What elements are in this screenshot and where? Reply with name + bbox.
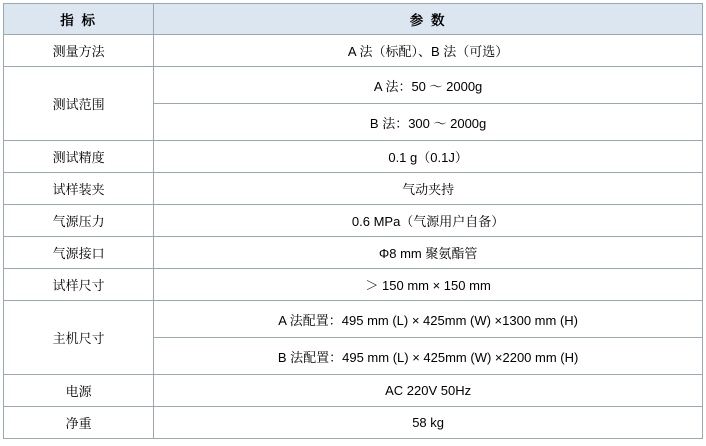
table-header bbox=[4, 4, 703, 35]
table-header-row bbox=[4, 4, 703, 35]
row-value-group bbox=[154, 301, 703, 375]
table-row bbox=[4, 35, 703, 67]
row-label: 主机尺寸 bbox=[4, 301, 154, 375]
table-row bbox=[4, 173, 703, 205]
row-value: AC 220V 50Hz bbox=[154, 375, 703, 407]
row-label: 测试范围 bbox=[4, 67, 154, 141]
table-row bbox=[4, 407, 703, 439]
table-row bbox=[4, 141, 703, 173]
row-value: 0.1 g（0.1J） bbox=[154, 141, 703, 173]
row-value: 0.6 MPa（气源用户自备） bbox=[154, 205, 703, 237]
row-value: Φ8 mm 聚氨酯管 bbox=[154, 237, 703, 269]
nested-row bbox=[154, 301, 702, 338]
nested-value: A 法：50 ～ 2000g bbox=[154, 67, 702, 104]
header-cell-parameter: 参 数 bbox=[154, 4, 703, 35]
row-label: 测试精度 bbox=[4, 141, 154, 173]
nested-value: A 法配置：495 mm (L) × 425mm (W) ×1300 mm (H) bbox=[154, 301, 702, 338]
header-cell-indicator: 指 标 bbox=[4, 4, 154, 35]
specification-table bbox=[3, 3, 703, 439]
table-body bbox=[4, 35, 703, 439]
nested-row bbox=[154, 338, 702, 375]
row-label: 试样尺寸 bbox=[4, 269, 154, 301]
row-value: 58 kg bbox=[154, 407, 703, 439]
nested-row bbox=[154, 104, 702, 141]
table-row bbox=[4, 269, 703, 301]
nested-value-table bbox=[154, 301, 702, 374]
nested-value-table bbox=[154, 67, 702, 140]
row-value: ＞ 150 mm × 150 mm bbox=[154, 269, 703, 301]
nested-value: B 法：300 ～ 2000g bbox=[369, 115, 487, 131]
table-row bbox=[4, 237, 703, 269]
row-value: A 法（标配）、B 法（可选） bbox=[154, 35, 703, 67]
row-label: 气源压力 bbox=[4, 205, 154, 237]
nested-row bbox=[154, 67, 702, 104]
table-row bbox=[4, 67, 703, 141]
table-row bbox=[4, 301, 703, 375]
row-label: 试样装夹 bbox=[4, 173, 154, 205]
table-row bbox=[4, 375, 703, 407]
row-label: 测量方法 bbox=[4, 35, 154, 67]
row-label: 净重 bbox=[4, 407, 154, 439]
row-label: 气源接口 bbox=[4, 237, 154, 269]
row-label: 电源 bbox=[4, 375, 154, 407]
nested-value: B 法配置：495 mm (L) × 425mm (W) ×2200 mm (H) bbox=[277, 349, 579, 365]
row-value: 气动夹持 bbox=[154, 173, 703, 205]
table-row bbox=[4, 205, 703, 237]
row-value-group bbox=[154, 67, 703, 141]
